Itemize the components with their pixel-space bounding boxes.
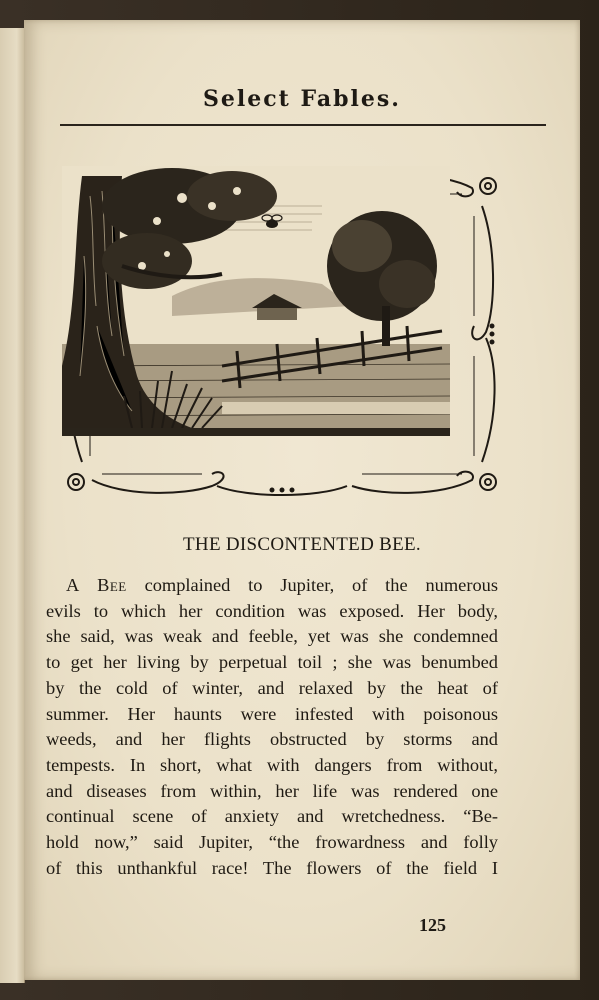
running-head: Select Fables. [203,86,401,112]
body-line: evils to which her condition was exposed. Her body, [46,600,498,621]
body-opening-smallcaps: A Bee [66,575,127,595]
body-line-rest: complained to Jupiter, of the numerous [126,575,499,595]
body-line: summer. Her haunts were infested with poisonous [46,703,498,724]
previous-page-edge [0,28,25,983]
body-line: and diseases from within, her life was rendered one [46,780,498,801]
book-page [24,20,580,980]
fable-title: THE DISCONTENTED BEE. [183,534,421,555]
body-line: of this unthankful race! The flowers of the field I [46,857,498,878]
body-line: to get her living by perpetual toil ; she was benumbed [46,652,498,673]
body-line [46,573,498,599]
body-line: continual scene of anxiety and wretchedness. “Be- [46,806,498,827]
ornamental-frame [62,166,502,502]
body-line: tempests. In short, what with dangers from without, [46,754,498,775]
page-number: 125 [419,915,446,935]
header-rule [60,124,546,126]
body-line: weeds, and her flights obstructed by storms and [46,729,498,750]
woodcut-illustration [62,166,450,436]
body-line: she said, was weak and feeble, yet was she condemned [46,626,498,647]
fable-body [46,573,498,881]
body-line: by the cold of winter, and relaxed by the heat of [46,677,498,698]
body-line: hold now,” said Jupiter, “the frowardness and folly [46,832,498,853]
